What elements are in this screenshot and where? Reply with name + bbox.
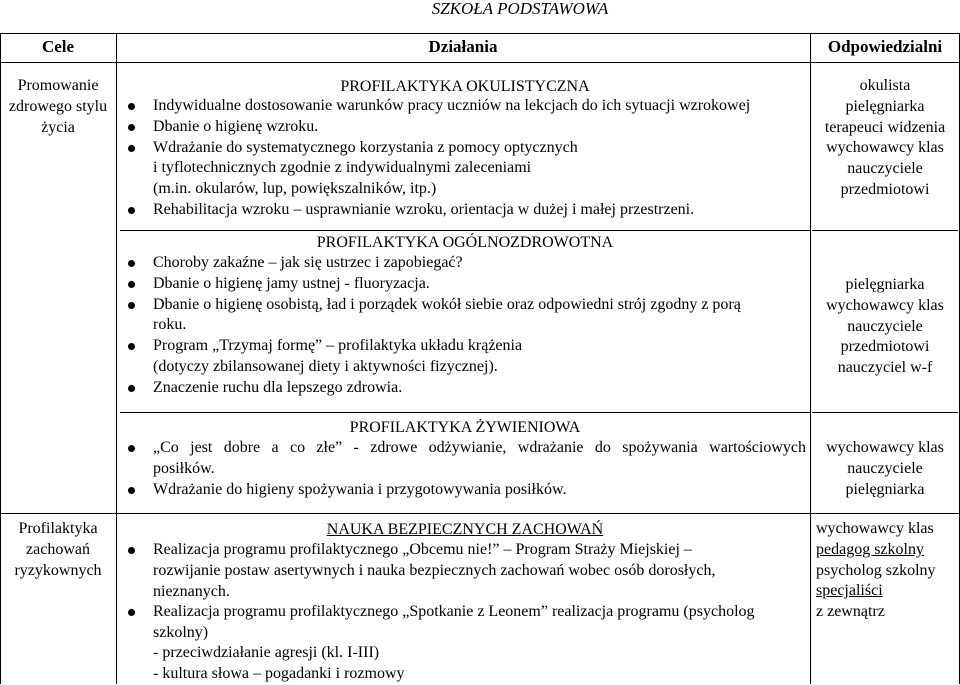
header-responsible: Odpowiedzialni (827, 37, 943, 56)
section-separator (120, 230, 810, 231)
list-item: Znaczenie ruchu dla lepszego zdrowia. (122, 378, 810, 399)
section-title-nutrition: PROFILAKTYKA ŻYWIENIOWA (349, 419, 581, 436)
eye-list (122, 96, 810, 221)
list-item: Wdrażanie do higieny spożywania i przygotowywania posiłków. (122, 480, 806, 501)
list-item: Realizacja programu profilaktycznego „Spotkanie z Leonem” realizacja programu (psycholog szkolny) (122, 602, 806, 644)
section-title-general: PROFILAKTYKA OGÓLNOZDROWOTNA (316, 234, 614, 251)
goal-promotion: Promowanie zdrowego stylu życia (8, 77, 108, 136)
column-divider-2 (116, 33, 117, 684)
goal-prevention: Profilaktyka zachowań ryzykownych (14, 520, 102, 579)
list-item: Indywidualne dostosowanie warunków pracy uczniów na lekcjach do ich sytuacji wzrokowej (122, 96, 810, 117)
table-top-border (0, 33, 960, 34)
list-item: „Co jest dobre a co złe” - zdrowe odżywianie, wdrażanie do spożywania wartościowych posiłków. (122, 438, 806, 480)
responsible-general: pielęgniarka wychowawcy klas nauczyciele przedmiotowi nauczyciel w-f (826, 276, 944, 377)
safety-list (122, 540, 806, 644)
responsible-separator (812, 230, 958, 231)
nutrition-list (122, 438, 806, 500)
header-actions: Działania (428, 37, 498, 56)
row-divider (0, 513, 960, 514)
section-separator (120, 412, 810, 413)
header-goals: Cele (41, 37, 75, 56)
section-title-safety: NAUKA BEZPIECZNYCH ZACHOWAŃ (326, 521, 604, 538)
list-item: Realizacja programu profilaktycznego „Obcemu nie!” – Program Straży Miejskiej – rozwijanie postaw asertywnych i nauka bezpiecznych zachowań wobec osób dorosłych, nieznanych. (122, 540, 806, 602)
column-divider-3 (810, 33, 811, 684)
document-title: SZKOŁA PODSTAWOWA (431, 0, 609, 18)
header-bottom-border (0, 62, 960, 63)
responsible-separator (812, 412, 958, 413)
responsible-eye: okulista pielęgniarka terapeuci widzenia wychowawcy klas nauczyciele przedmiotowi (824, 77, 946, 198)
section-title-eye: PROFILAKTYKA OKULISTYCZNA (340, 78, 590, 95)
safety-sublines: - przeciwdziałanie agresji (kl. I-III) - kultura słowa – pogadanki i rozmowy (153, 644, 405, 682)
list-item: Dbanie o higienę osobistą, ład i porządek wokół siebie oraz odpowiedni strój zgodny z porą roku. (122, 295, 810, 337)
list-item: Program „Trzymaj formę” – profilaktyka układu krążenia (dotyczy zbilansowanej diety i aktywności fizycznej). (122, 336, 810, 378)
list-item: Dbanie o higienę jamy ustnej - fluoryzacja. (122, 274, 810, 295)
responsible-safety: wychowawcy klas pedagog szkolny psycholog szkolny specjaliści z zewnątrz (816, 520, 936, 621)
general-list (122, 253, 810, 399)
list-item: Choroby zakaźne – jak się ustrzec i zapobiegać? (122, 253, 810, 274)
list-item: Wdrażanie do systematycznego korzystania z pomocy optycznych i tyflotechnicznych zgodnie z indywidualnymi zaleceniami (m.in. okularów, lup, powiększalników, itp.) (122, 138, 810, 200)
list-item: Dbanie o higienę wzroku. (122, 117, 810, 138)
list-item: Rehabilitacja wzroku – usprawnianie wzroku, orientacja w dużej i małej przestrzeni. (122, 200, 810, 221)
responsible-nutrition: wychowawcy klas nauczyciele pielęgniarka (826, 439, 944, 498)
